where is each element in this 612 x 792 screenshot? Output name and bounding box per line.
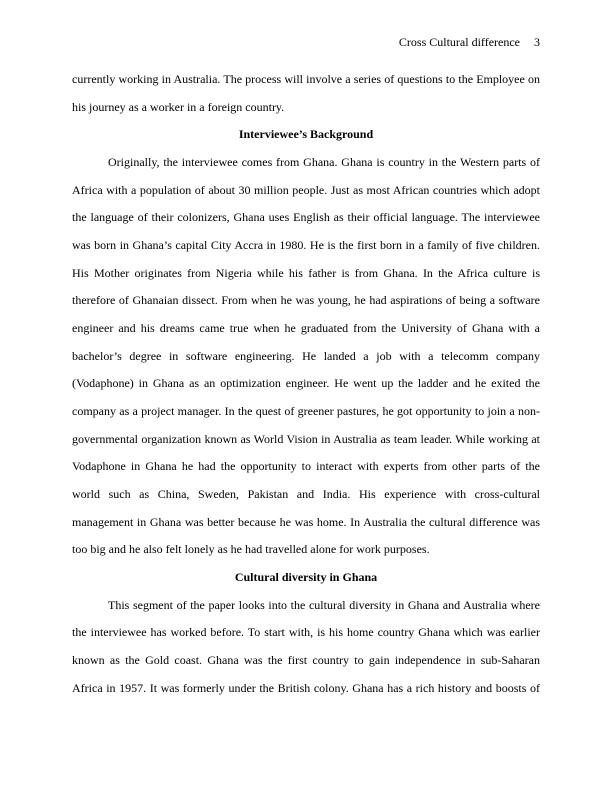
body-line: bachelor’s degree in software engineering. He landed a job with a telecomm company xyxy=(72,349,540,363)
body-line: His Mother originates from Nigeria while his father is from Ghana. In the Africa culture is xyxy=(72,266,540,280)
body-line: currently working in Australia. The process will involve a series of questions to the Employee on xyxy=(72,72,540,86)
running-title: Cross Cultural difference xyxy=(398,35,520,49)
body-line: world such as China, Sweden, Pakistan and India. His experience with cross-cultural xyxy=(72,487,540,501)
body-line: management in Ghana was better because he was home. In Australia the cultural difference was xyxy=(72,515,540,529)
section-heading-ghana: Cultural diversity in Ghana xyxy=(234,570,378,584)
body-line: therefore of Ghanaian dissect. From when he was young, he had aspirations of being a software xyxy=(72,293,540,307)
body-line: his journey as a worker in a foreign country. xyxy=(72,100,285,114)
body-line: Vodaphone in Ghana he had the opportunity to interact with experts from other parts of the xyxy=(72,459,540,473)
page-header xyxy=(399,35,540,49)
section-heading-background: Interviewee’s Background xyxy=(238,127,374,141)
body-line: engineer and his dreams came true when he graduated from the University of Ghana with a xyxy=(72,321,540,335)
body-line: company as a project manager. In the quest of greener pastures, he got opportunity to join a non- xyxy=(72,404,540,418)
body-line: too big and he also felt lonely as he had travelled alone for work purposes. xyxy=(72,542,430,556)
body-line: governmental organization known as World Vision in Australia as team leader. While working at xyxy=(72,432,540,446)
body-line: known as the Gold coast. Ghana was the first country to gain independence in sub-Saharan xyxy=(72,653,540,667)
page-number: 3 xyxy=(534,35,540,49)
body-line: Africa with a population of about 30 million people. Just as most African countries which adopt xyxy=(72,183,540,197)
body-line: This segment of the paper looks into the cultural diversity in Ghana and Australia where xyxy=(108,598,540,612)
body-line: Africa in 1957. It was formerly under the British colony. Ghana has a rich history and boosts of xyxy=(72,681,540,695)
body-line: was born in Ghana’s capital City Accra in 1980. He is the first born in a family of five children. xyxy=(72,238,540,252)
body-line: Originally, the interviewee comes from Ghana. Ghana is country in the Western parts of xyxy=(108,155,540,169)
body-line: the interviewee has worked before. To start with, is his home country Ghana which was earlier xyxy=(72,625,540,639)
body-line: (Vodaphone) in Ghana as an optimization engineer. He went up the ladder and he exited the xyxy=(72,376,540,390)
body-line: the language of their colonizers, Ghana uses English as their official language. The interviewee xyxy=(72,210,540,224)
